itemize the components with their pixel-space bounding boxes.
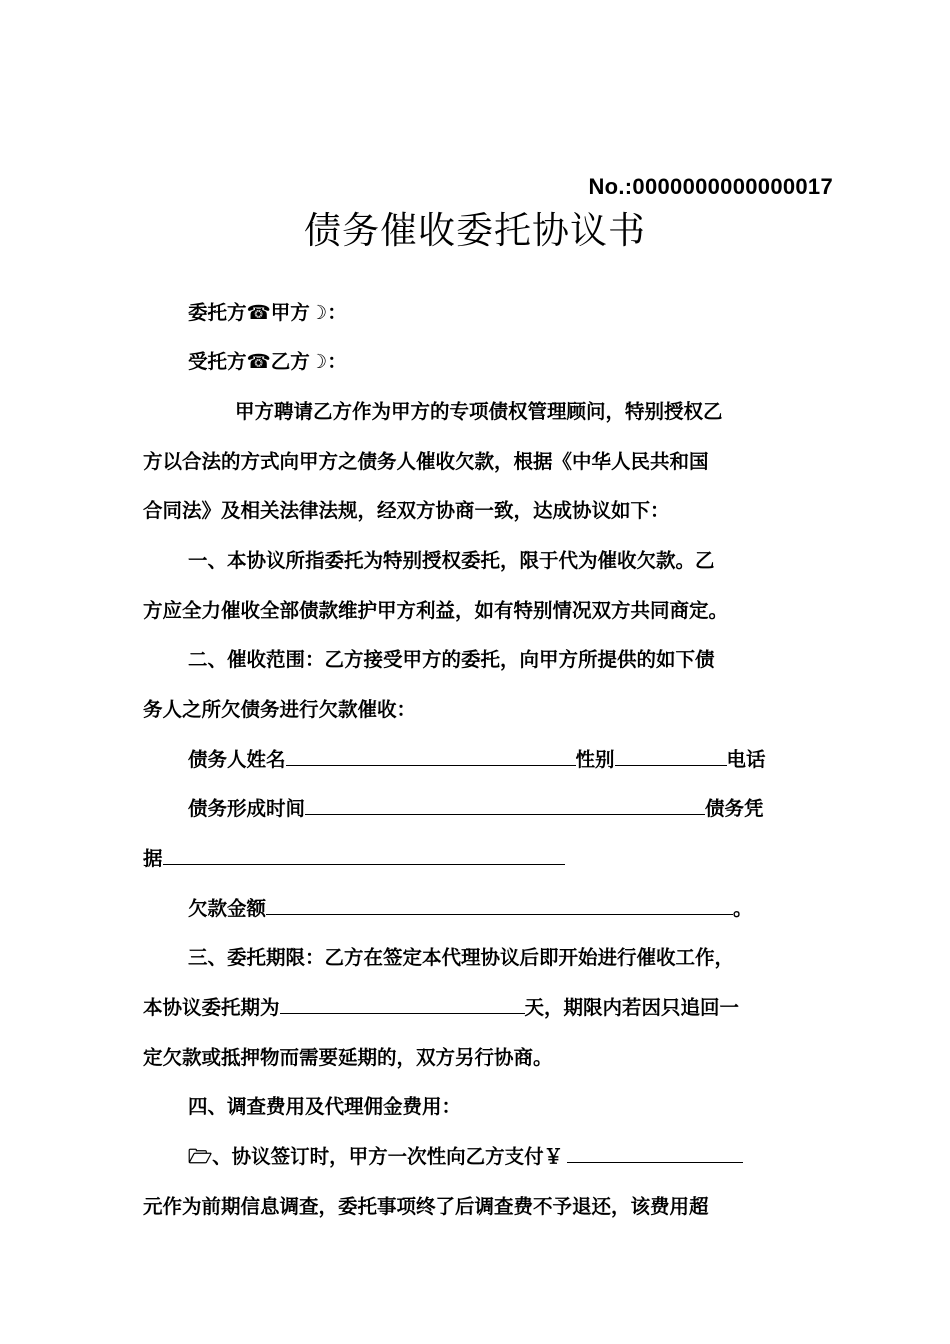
preamble-line-1: 甲方聘请乙方作为甲方的专项债权管理顾问，特别授权乙 — [235, 400, 723, 423]
debtor-name-field[interactable] — [286, 747, 576, 766]
party-b-label: 受托方☎乙方☽： — [188, 350, 347, 373]
debtor-info-row — [188, 747, 766, 773]
clause-4-heading: 四、调查费用及代理佣金费用： — [188, 1095, 462, 1118]
debt-time-field[interactable] — [305, 796, 705, 815]
document-number: No.:0000000000000017 — [588, 174, 833, 199]
clause-3-line-1: 三、委托期限：乙方在签定本代理协议后即开始进行催收工作， — [188, 946, 735, 969]
voucher-label-part-2: 据 — [143, 847, 163, 870]
investigation-fee-prefix: 🗁、协议签订时，甲方一次性向乙方支付￥ — [188, 1145, 564, 1168]
preamble-line-2: 方以合法的方式向甲方之债务人催收欠款，根据《中华人民共和国 — [143, 450, 709, 473]
debtor-name-label: 债务人姓名 — [188, 748, 286, 771]
voucher-row — [143, 846, 565, 872]
gender-field[interactable] — [615, 747, 727, 766]
phone-label: 电话 — [726, 748, 766, 771]
term-days-field[interactable] — [280, 995, 525, 1014]
debt-time-label: 债务形成时间 — [188, 797, 306, 820]
clause-4-item-1-line-2: 元作为前期信息调查，委托事项终了后调查费不予退还，该费用超 — [143, 1195, 709, 1218]
gender-label: 性别 — [575, 748, 615, 771]
clause-1-line-1: 一、本协议所指委托为特别授权委托，限于代为催收欠款。乙 — [188, 549, 715, 572]
clause-3-line-2 — [143, 995, 739, 1021]
amount-row — [188, 896, 753, 922]
preamble-line-3: 合同法》及相关法律法规，经双方协商一致，达成协议如下： — [143, 499, 670, 522]
debt-time-row — [188, 796, 764, 822]
amount-field[interactable] — [266, 896, 733, 915]
investigation-fee-field[interactable] — [567, 1144, 743, 1163]
clause-4-item-1-line-1 — [188, 1144, 743, 1170]
document-title: 债务催收委托协议书 — [304, 209, 646, 252]
voucher-label-part-1: 债务凭 — [705, 797, 764, 820]
amount-end-mark: 。 — [733, 897, 753, 920]
voucher-field[interactable] — [163, 846, 565, 865]
term-prefix: 本协议委托期为 — [143, 996, 280, 1019]
clause-3-line-3: 定欠款或抵押物而需要延期的，双方另行协商。 — [143, 1046, 553, 1069]
clause-2-line-1: 二、催收范围：乙方接受甲方的委托，向甲方所提供的如下债 — [188, 648, 715, 671]
amount-label: 欠款金额 — [188, 897, 267, 920]
clause-1-line-2: 方应全力催收全部债款维护甲方利益，如有特别情况双方共同商定。 — [143, 599, 729, 622]
party-a-label: 委托方☎甲方☽： — [188, 301, 347, 324]
term-suffix: 天，期限内若因只追回一 — [524, 996, 740, 1019]
clause-2-line-2: 务人之所欠债务进行欠款催收： — [143, 698, 417, 721]
